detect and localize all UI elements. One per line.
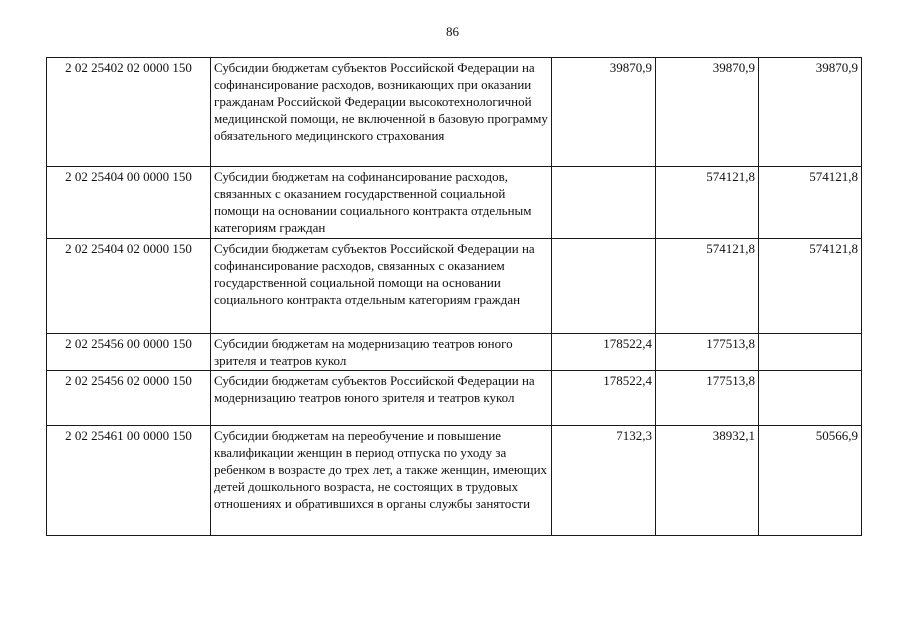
description-cell: Субсидии бюджетам субъектов Российской Федерации на софинансирование расходов, возникающих при оказании гражданам Российской Федерации высокотехнологичной медицинской помощи, не включенной в базовую программу обязательного медицинского страхования [211, 58, 552, 167]
budget-revenue-table [46, 57, 862, 536]
budget-code-cell: 2 02 25456 02 0000 150 [47, 371, 211, 426]
budget-code-cell: 2 02 25404 02 0000 150 [47, 239, 211, 334]
table-row [47, 426, 862, 536]
table-row [47, 58, 862, 167]
amount-cell-year-3 [759, 371, 862, 426]
amount-cell-year-1: 178522,4 [552, 371, 656, 426]
amount-cell-year-3: 50566,9 [759, 426, 862, 536]
description-cell: Субсидии бюджетам на модернизацию театров юного зрителя и театров кукол [211, 334, 552, 371]
amount-cell-year-3 [759, 334, 862, 371]
amount-cell-year-2: 177513,8 [656, 334, 759, 371]
amount-cell-year-1 [552, 239, 656, 334]
budget-code-cell: 2 02 25461 00 0000 150 [47, 426, 211, 536]
amount-cell-year-1: 178522,4 [552, 334, 656, 371]
amount-cell-year-2: 574121,8 [656, 239, 759, 334]
amount-cell-year-2: 39870,9 [656, 58, 759, 167]
amount-cell-year-1: 7132,3 [552, 426, 656, 536]
table-row [47, 334, 862, 371]
budget-code-cell: 2 02 25402 02 0000 150 [47, 58, 211, 167]
budget-code-cell: 2 02 25404 00 0000 150 [47, 167, 211, 239]
amount-cell-year-3: 574121,8 [759, 239, 862, 334]
amount-cell-year-1 [552, 167, 656, 239]
amount-cell-year-2: 38932,1 [656, 426, 759, 536]
amount-cell-year-3: 39870,9 [759, 58, 862, 167]
amount-cell-year-2: 177513,8 [656, 371, 759, 426]
page-number: 86 [446, 24, 459, 39]
budget-code-cell: 2 02 25456 00 0000 150 [47, 334, 211, 371]
amount-cell-year-2: 574121,8 [656, 167, 759, 239]
description-cell: Субсидии бюджетам на переобучение и повышение квалификации женщин в период отпуска по уходу за ребенком в возрасте до трех лет, а также женщин, имеющих детей дошкольного возраста, не состоящих в трудовых отношениях и обратившихся в органы службы занятости [211, 426, 552, 536]
table-row [47, 239, 862, 334]
table-row [47, 371, 862, 426]
description-cell: Субсидии бюджетам на софинансирование расходов, связанных с оказанием государственной социальной помощи на основании социального контракта отдельным категориям граждан [211, 167, 552, 239]
description-cell: Субсидии бюджетам субъектов Российской Федерации на модернизацию театров юного зрителя и театров кукол [211, 371, 552, 426]
amount-cell-year-3: 574121,8 [759, 167, 862, 239]
description-cell: Субсидии бюджетам субъектов Российской Федерации на софинансирование расходов, связанных с оказанием государственной социальной помощи на основании социального контракта отдельным категориям граждан [211, 239, 552, 334]
amount-cell-year-1: 39870,9 [552, 58, 656, 167]
table-row [47, 167, 862, 239]
